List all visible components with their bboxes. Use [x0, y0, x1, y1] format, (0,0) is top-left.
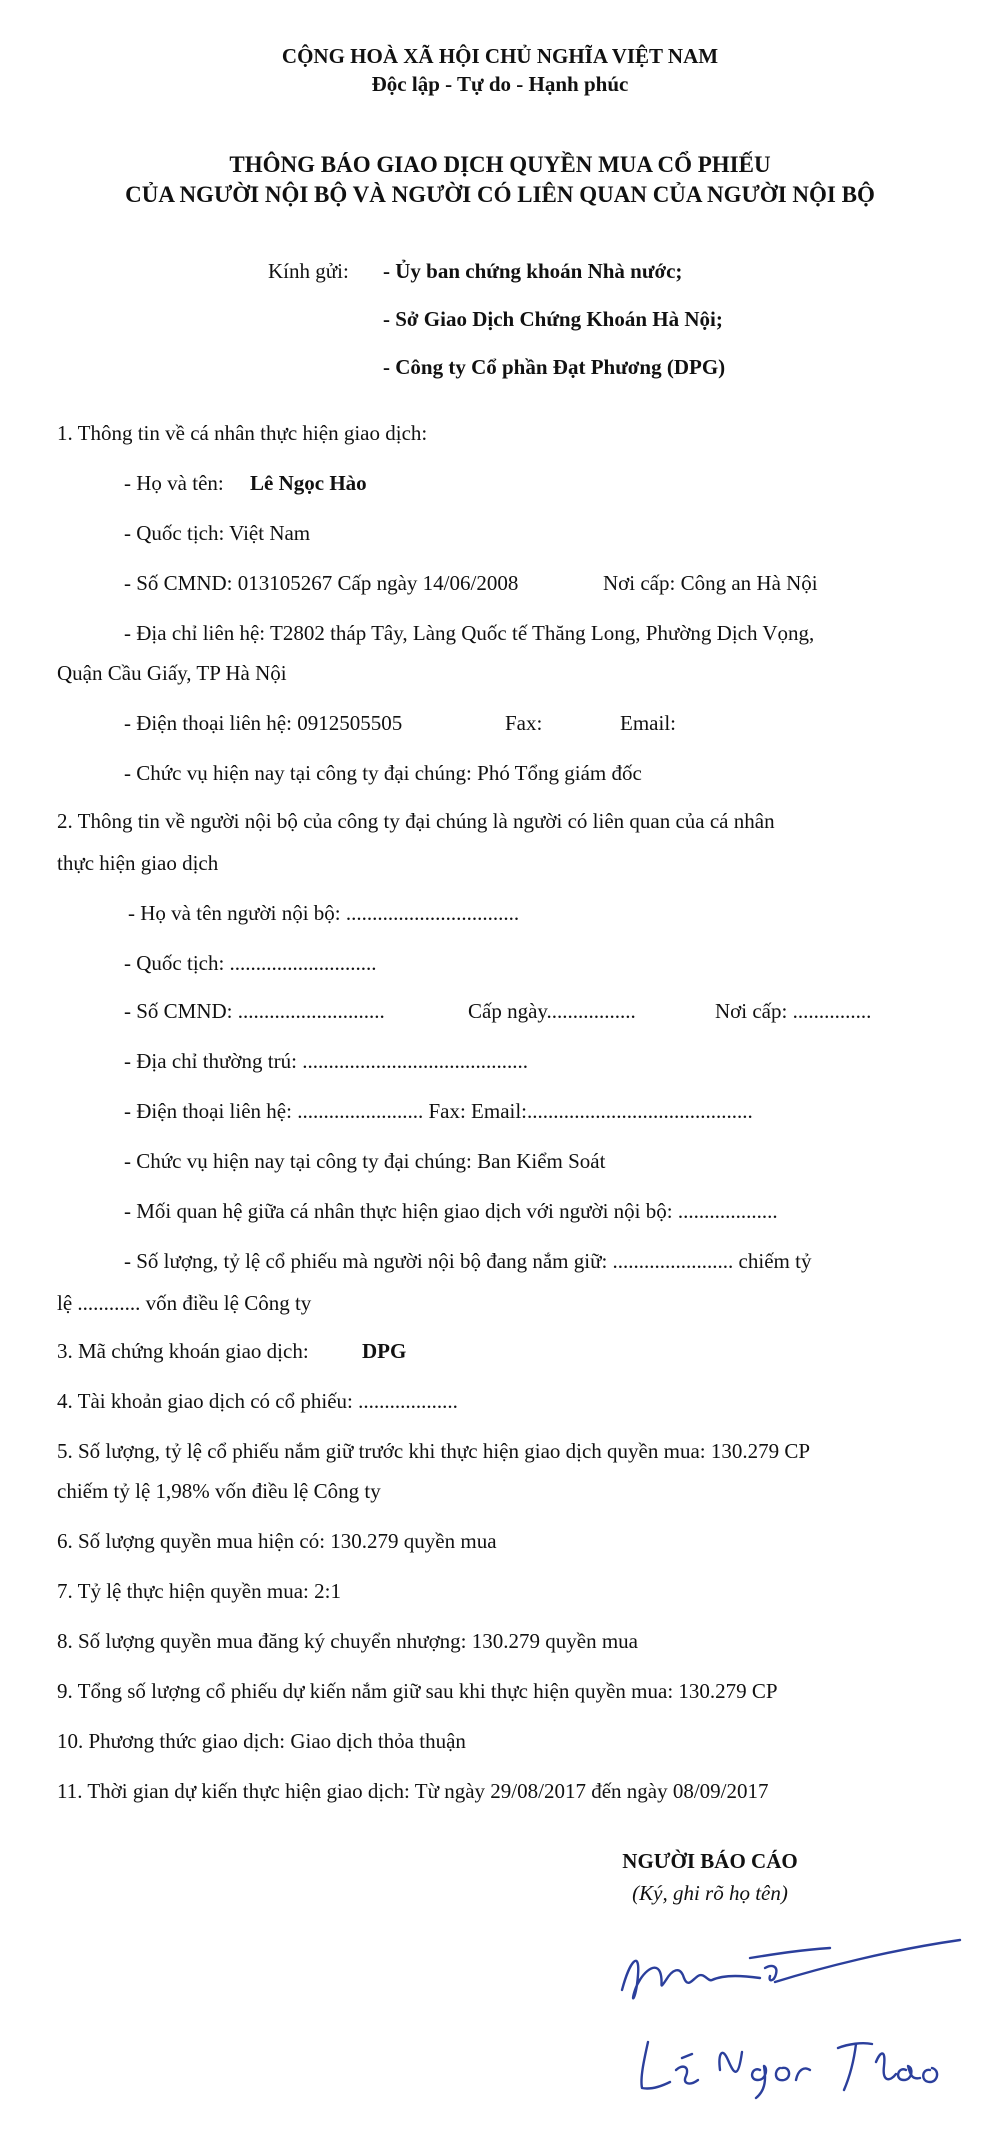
- item-3-value: DPG: [362, 1339, 407, 1363]
- item-6: 6. Số lượng quyền mua hiện có: 130.279 quyền mua: [57, 1529, 497, 1553]
- fax-label: Fax:: [505, 711, 543, 735]
- phone: - Điện thoại liên hệ: 0912505505: [124, 711, 403, 735]
- document-subtitle: CỦA NGƯỜI NỘI BỘ VÀ NGƯỜI CÓ LIÊN QUAN CỦA NGƯỜI NỘI BỘ: [125, 182, 875, 207]
- address-line-2: Quận Cầu Giấy, TP Hà Nội: [57, 661, 287, 685]
- recipient-item: - Ủy ban chứng khoán Nhà nước;: [383, 259, 683, 283]
- position: - Chức vụ hiện nay tại công ty đại chúng: Phó Tổng giám đốc: [124, 761, 642, 785]
- section2-heading-cont: thực hiện giao dịch: [57, 851, 219, 875]
- handwritten-signature: [600, 1920, 980, 2120]
- email-label: Email:: [620, 711, 676, 735]
- item-5-cont: chiếm tỷ lệ 1,98% vốn điều lệ Công ty: [57, 1479, 381, 1503]
- recipient-item: - Công ty Cổ phần Đạt Phương (DPG): [383, 355, 726, 379]
- item-8: 8. Số lượng quyền mua đăng ký chuyển nhượng: 130.279 quyền mua: [57, 1629, 638, 1653]
- item-3-label: 3. Mã chứng khoán giao dịch:: [57, 1339, 309, 1363]
- insider-id-number: - Số CMND: ............................: [124, 999, 385, 1023]
- item-10: 10. Phương thức giao dịch: Giao dịch thỏa thuận: [57, 1729, 466, 1753]
- section2-heading: 2. Thông tin về người nội bộ của công ty đại chúng là người có liên quan của cá nhân: [57, 809, 775, 833]
- item-5: 5. Số lượng, tỷ lệ cổ phiếu nắm giữ trước khi thực hiện giao dịch quyền mua: 130.279 CP: [57, 1439, 811, 1463]
- nation-heading: CỘNG HOÀ XÃ HỘI CHỦ NGHĨA VIỆT NAM: [281, 44, 719, 68]
- recipient-label: Kính gửi:: [268, 259, 349, 283]
- insider-holding: - Số lượng, tỷ lệ cổ phiếu mà người nội bộ đang nắm giữ: ....................... chiếm tỷ: [124, 1249, 812, 1273]
- insider-nationality: - Quốc tịch: ............................: [124, 951, 377, 975]
- recipient-item: - Sở Giao Dịch Chứng Khoán Hà Nội;: [383, 307, 723, 331]
- name-value: Lê Ngọc Hào: [250, 471, 367, 495]
- item-9: 9. Tổng số lượng cổ phiếu dự kiến nắm giữ sau khi thực hiện quyền mua: 130.279 CP: [57, 1679, 778, 1703]
- item-7: 7. Tỷ lệ thực hiện quyền mua: 2:1: [57, 1579, 341, 1603]
- name-label: - Họ và tên:: [124, 471, 224, 495]
- insider-holding-cont: lệ ............ vốn điều lệ Công ty: [57, 1291, 312, 1315]
- insider-id-place: Nơi cấp: ...............: [715, 999, 872, 1023]
- id-place: Nơi cấp: Công an Hà Nội: [603, 571, 818, 595]
- insider-id-date: Cấp ngày.................: [468, 999, 636, 1023]
- address-line-1: - Địa chỉ liên hệ: T2802 tháp Tây, Làng Quốc tế Thăng Long, Phường Dịch Vọng,: [124, 621, 815, 645]
- id-number: - Số CMND: 013105267 Cấp ngày 14/06/2008: [124, 571, 519, 595]
- insider-relation: - Mối quan hệ giữa cá nhân thực hiện giao dịch với người nội bộ: ...................: [124, 1199, 778, 1223]
- signer-title: NGƯỜI BÁO CÁO: [622, 1849, 798, 1873]
- motto: Độc lập - Tự do - Hạnh phúc: [371, 72, 629, 96]
- insider-address: - Địa chỉ thường trú: ...........................................: [124, 1049, 528, 1073]
- signer-note: (Ký, ghi rõ họ tên): [632, 1881, 788, 1905]
- insider-phone: - Điện thoại liên hệ: ........................ Fax: Email:...........................................: [124, 1099, 753, 1123]
- nationality: - Quốc tịch: Việt Nam: [124, 521, 311, 545]
- document-title: THÔNG BÁO GIAO DỊCH QUYỀN MUA CỔ PHIẾU: [229, 152, 771, 177]
- insider-position: - Chức vụ hiện nay tại công ty đại chúng: Ban Kiểm Soát: [124, 1149, 606, 1173]
- item-11: 11. Thời gian dự kiến thực hiện giao dịch: Từ ngày 29/08/2017 đến ngày 08/09/2017: [57, 1779, 769, 1803]
- insider-name: - Họ và tên người nội bộ: .................................: [128, 901, 520, 925]
- item-4: 4. Tài khoản giao dịch có cổ phiếu: ...................: [57, 1389, 458, 1413]
- section1-heading: 1. Thông tin về cá nhân thực hiện giao dịch:: [57, 421, 428, 445]
